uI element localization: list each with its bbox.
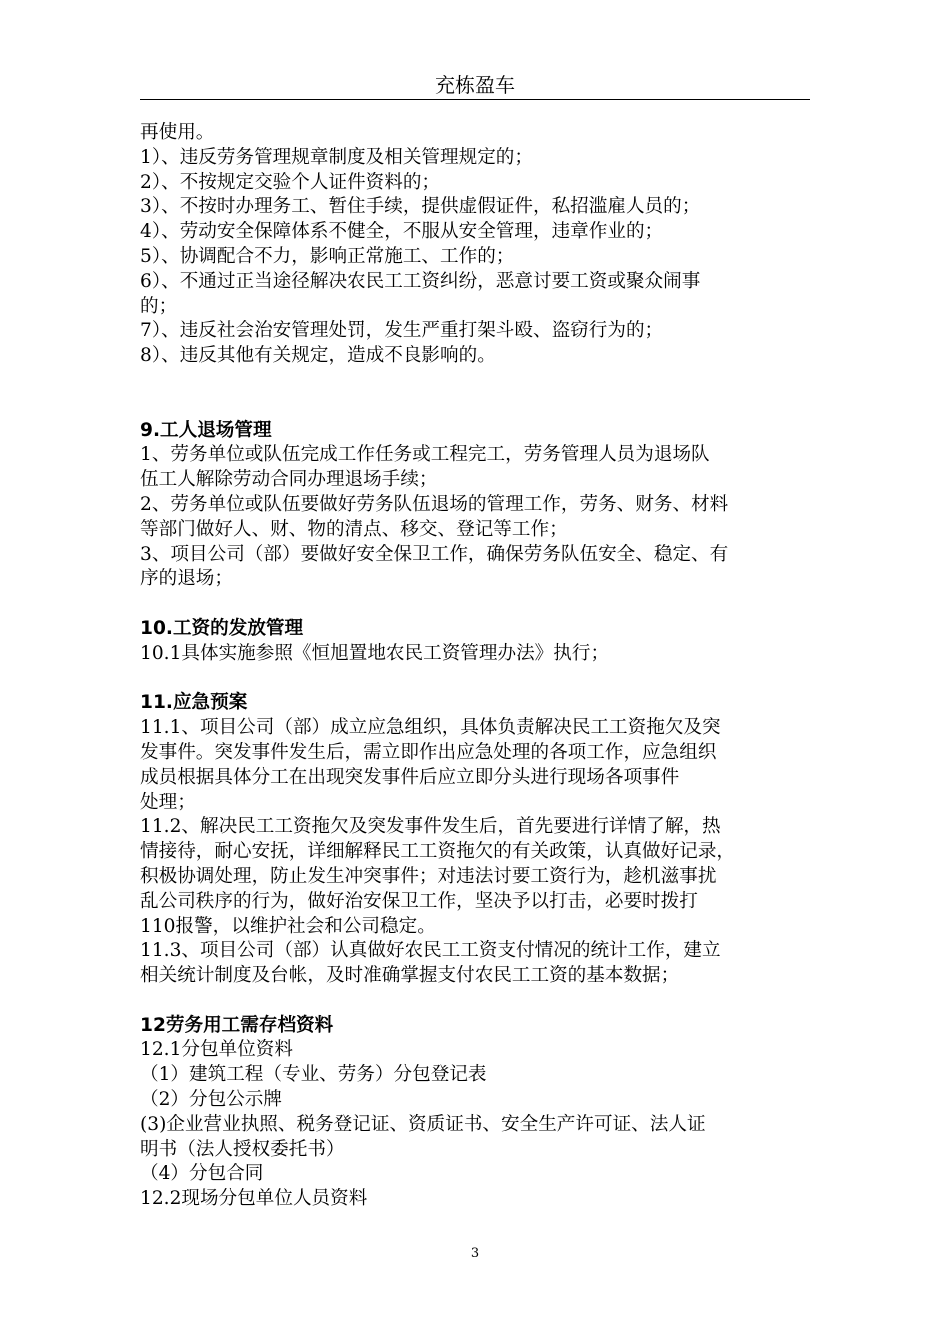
paragraph-spacer [140,989,812,1014]
text-line: 2）、不按规定交验个人证件资料的； [140,171,441,193]
text-line: 4）、劳动安全保障体系不健全，不服从安全管理，违章作业的； [140,221,664,243]
text-line: 相关统计制度及台帐，及时准确掌握支付农民工工资的基本数据； [140,965,680,987]
text-line: （1）建筑工程（专业、劳务）分包登记表 [140,1064,487,1086]
section-heading: 9.工人退场管理 [140,419,272,441]
header-divider [140,99,810,100]
text-line: 序的退场； [140,568,233,590]
text-line: 明书（法人授权委托书） [140,1138,345,1160]
text-line: 情接待，耐心安抚，详细解释民工工资拖欠的有关政策，认真做好记录， [140,841,736,863]
text-line: 3、项目公司（部）要做好安全保卫工作，确保劳务队伍安全、稳定、有 [140,543,729,565]
text-line: 8）、违反其他有关规定，造成不良影响的。 [140,345,496,367]
text-line: 等部门做好人、财、物的清点、移交、登记等工作； [140,518,568,540]
text-line: （2）分包公示牌 [140,1089,282,1111]
text-line: 12.2现场分包单位人员资料 [140,1188,368,1210]
text-line: 3）、不按时办理务工、暂住手续，提供虚假证件，私招滥雇人员的； [140,196,701,218]
text-line: 成员根据具体分工在出现突发事件后应立即分头进行现场各项事件 [140,766,680,788]
paragraph-spacer [140,369,812,419]
text-line: 伍工人解除劳动合同办理退场手续； [140,469,438,491]
text-line: 的； [140,295,178,317]
text-line: 10.1具体实施参照《恒旭置地农民工资管理办法》执行； [140,642,610,664]
text-line: 11.1、项目公司（部）成立应急组织，具体负责解决民工工资拖欠及突 [140,717,721,739]
paragraph-spacer [140,592,812,617]
text-line: (3)企业营业执照、税务登记证、资质证书、安全生产许可证、法人证 [140,1113,706,1135]
text-line: 处理； [140,791,196,813]
page-header-title: 充栋盈车 [435,73,515,97]
text-line: 再使用。 [140,122,215,143]
section-heading: 10.工资的发放管理 [140,617,304,639]
text-line: （4）分包合同 [140,1163,264,1185]
page-number: 3 [470,1246,480,1261]
text-line: 11.3、项目公司（部）认真做好农民工工资支付情况的统计工作，建立 [140,940,721,962]
text-line: 乱公司秩序的行为，做好治安保卫工作，坚决予以打击，必要时拨打 [140,890,698,912]
text-line: 1、劳务单位或队伍完成工作任务或工程完工，劳务管理人员为退场队 [140,444,710,466]
text-line: 1）、违反劳务管理规章制度及相关管理规定的； [140,146,533,168]
document-body [140,121,812,1212]
section-heading: 11.应急预案 [140,692,248,714]
text-line: 11.2、解决民工工资拖欠及突发事件发生后，首先要进行详情了解，热 [140,816,721,838]
text-line: 7）、违反社会治安管理处罚，发生严重打架斗殴、盗窃行为的； [140,320,664,342]
text-line: 6）、不通过正当途径解决农民工工资纠纷，恶意讨要工资或聚众闹事 [140,270,701,292]
text-line: 12.1分包单位资料 [140,1039,293,1061]
text-line: 110报警，以维护社会和公司稳定。 [140,915,436,937]
text-line: 5）、协调配合不力，影响正常施工、工作的； [140,245,515,267]
text-line: 发事件。突发事件发生后，需立即作出应急处理的各项工作，应急组织 [140,741,717,763]
section-heading: 12劳务用工需存档资料 [140,1014,334,1036]
text-line: 积极协调处理，防止发生冲突事件；对违法讨要工资行为，趁机滋事扰 [140,865,717,887]
text-line: 2、劳务单位或队伍要做好劳务队伍退场的管理工作，劳务、财务、材料 [140,493,729,515]
paragraph-spacer [140,667,812,692]
